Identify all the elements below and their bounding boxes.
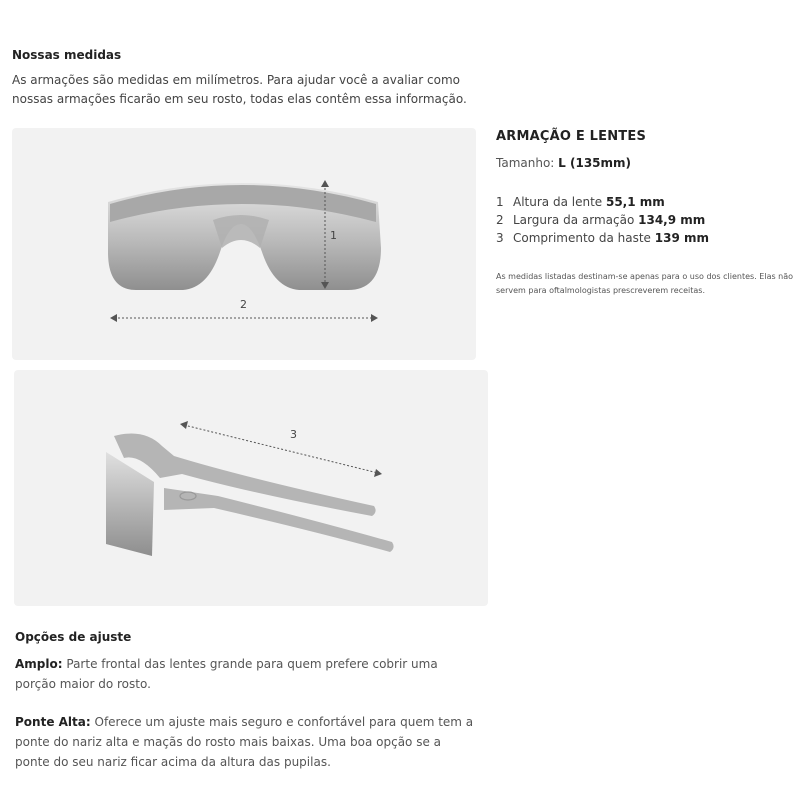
label-2: 2 xyxy=(240,298,247,311)
size-label: Tamanho: xyxy=(496,156,555,170)
fit-option-amplo: Amplo: Parte frontal das lentes grande para quem prefere cobrir uma porção maior do rosto. xyxy=(15,657,438,691)
front-view-panel xyxy=(12,128,476,360)
size-value: L (135mm) xyxy=(558,156,632,170)
specs-block xyxy=(496,129,796,298)
disclaimer: As medidas listadas destinam-se apenas para o uso dos clientes. Elas não servem para oftalmologistas prescreverem receitas. xyxy=(496,272,794,295)
label-1: 1 xyxy=(330,229,337,242)
temple-length-arrow xyxy=(184,425,378,473)
specs-title: ARMAÇÃO E LENTES xyxy=(496,129,647,144)
measures-intro: As armações são medidas em milímetros. Para ajudar você a avaliar como nossas armações ficarão em seu rosto, todas elas contêm essa informação. xyxy=(12,73,467,106)
glasses-side-illustration xyxy=(106,434,394,556)
measure-item: 3 Comprimento da haste 139 mm xyxy=(496,231,709,245)
measure-item: 1 Altura da lente 55,1 mm xyxy=(496,195,665,209)
side-view-panel xyxy=(14,370,488,606)
label-3: 3 xyxy=(290,428,297,441)
fit-option-ponte-alta: Ponte Alta: Oferece um ajuste mais seguro e confortável para quem tem a ponte do nariz alta e maçãs do rosto mais baixas. Uma boa opção se a ponte do seu nariz ficar acima da altura das pupilas. xyxy=(15,715,474,769)
front-view-diagram xyxy=(12,128,476,360)
side-view-diagram xyxy=(14,370,488,606)
glasses-front-illustration xyxy=(108,183,381,290)
measure-item: 2 Largura da armação 134,9 mm xyxy=(496,213,706,227)
measures-title: Nossas medidas xyxy=(12,48,122,62)
size-row xyxy=(496,156,796,170)
measure-list xyxy=(496,193,796,247)
fit-title: Opções de ajuste xyxy=(15,630,132,644)
